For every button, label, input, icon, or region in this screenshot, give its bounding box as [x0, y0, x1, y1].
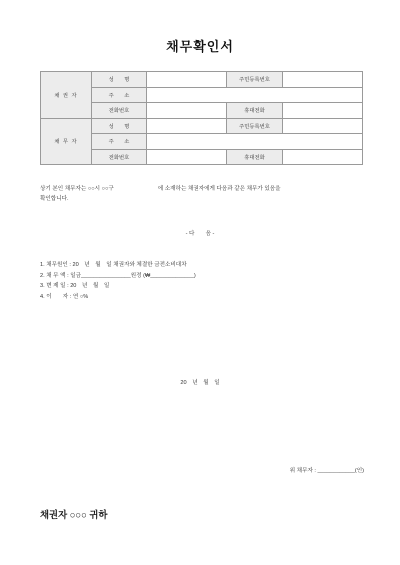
debtor-signature-line: 위 채무자 : ____________(인): [289, 468, 364, 474]
party-info-table: [40, 71, 363, 165]
creditor-mobile-field[interactable]: [283, 103, 363, 119]
creditor-address-label: 주 소: [92, 87, 147, 103]
debt-cause-item: 1. 채무원인 : 20 년 월 일 채권자와 체결한 금전소비대차: [40, 262, 187, 268]
debtor-mobile-field[interactable]: [283, 149, 363, 165]
creditor-phone-field[interactable]: [147, 103, 227, 119]
creditor-name-field[interactable]: [147, 72, 227, 88]
debtor-phone-field[interactable]: [147, 149, 227, 165]
creditor-name-label: 성 명: [92, 72, 147, 88]
debtor-section-label: 채 무 자: [41, 118, 92, 165]
statement-line2: 확인합니다.: [40, 196, 69, 202]
creditor-address-field[interactable]: [147, 87, 363, 103]
statement-part2: 에 소재하는 채권자에게 다음과 같은 채무가 있음을: [157, 186, 281, 192]
addressee-line: 채권자 ○○○ 귀하: [40, 509, 108, 520]
document-title: 채무확인서: [166, 39, 234, 54]
creditor-section-label: 채 권 자: [41, 72, 92, 119]
creditor-rrn-field[interactable]: [283, 72, 363, 88]
debtor-name-label: 성 명: [92, 118, 147, 134]
section-heading: - 다 음 -: [185, 231, 215, 237]
debt-amount-item: 2. 채 무 액 : 일금________________원정 (₩______________): [40, 272, 196, 279]
debtor-mobile-label: 휴대전화: [227, 149, 283, 165]
debtor-address-label: 주 소: [92, 134, 147, 150]
debtor-name-field[interactable]: [147, 118, 227, 134]
debtor-address-field[interactable]: [147, 134, 363, 150]
debtor-rrn-label: 주민등록번호: [227, 118, 283, 134]
creditor-phone-label: 전화번호: [92, 103, 147, 119]
creditor-rrn-label: 주민등록번호: [227, 72, 283, 88]
debtor-rrn-field[interactable]: [283, 118, 363, 134]
repayment-date-item: 3. 변 제 일 : 20 년 월 일: [40, 283, 110, 290]
debtor-phone-label: 전화번호: [92, 149, 147, 165]
interest-item: 4. 이 자 : 연 ○%: [40, 293, 89, 300]
creditor-mobile-label: 휴대전화: [227, 103, 283, 119]
statement-part1: 상기 본인 채무자는 ○○시 ○○구: [40, 186, 114, 192]
document-date: 20 년 월 일: [180, 380, 220, 386]
confirmation-statement: [40, 184, 370, 204]
debt-items-list: [40, 260, 360, 302]
